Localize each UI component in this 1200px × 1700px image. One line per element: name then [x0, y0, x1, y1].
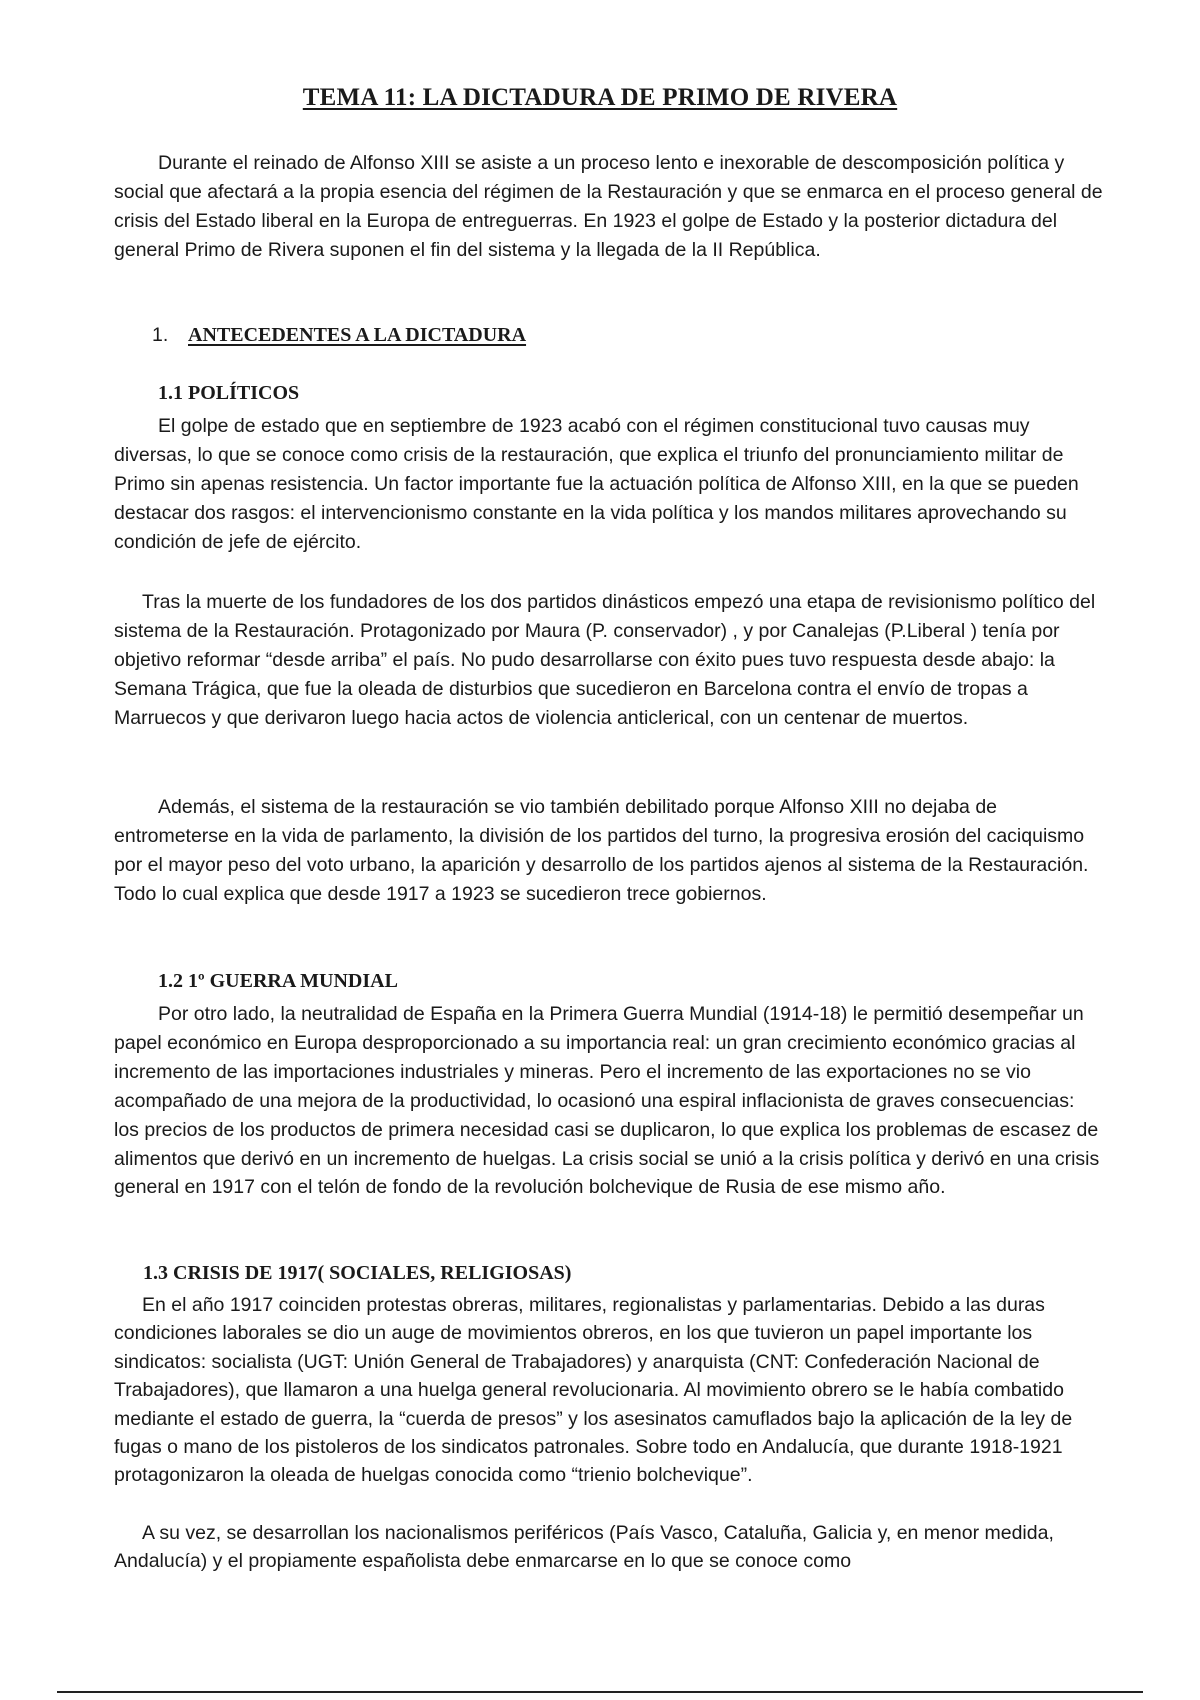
subsection-1-2-paragraph-1: Por otro lado, la neutralidad de España en la Primera Guerra Mundial (1914-18) le permitió desempeñar un papel económico en Europa desproporcionado a su importancia real: un gran crecimiento económico gracias al incremento de las importaciones industriales y mineras. Pero el incremento de las exportaciones no se vio acompañado de una mejora de la productividad, lo ocasionó una espiral inflacionista de graves consecuencias: los precios de los productos de primera necesidad casi se duplicaron, lo que explica los problemas de escasez de alimentos que derivó en un incremento de huelgas. La crisis social se unió a la crisis política y derivó en una crisis general en 1917 con el telón de fondo de la revolución bolchevique de Rusia de ese mismo año.: [114, 1003, 1100, 1199]
subsection-1-3-paragraph-2: A su vez, se desarrollan los nacionalismos periféricos (País Vasco, Cataluña, Galicia y, en menor medida, Andalucía) y el propiamente españolista debe enmarcarse en lo que se conoce como: [114, 1522, 1054, 1573]
subsection-1-1-heading: 1.1 POLÍTICOS: [158, 382, 300, 404]
section-1-number: 1.: [152, 324, 169, 346]
subsection-1-3-paragraph-1: En el año 1917 coinciden protestas obreras, militares, regionalistas y parlamentarias. Debido a las duras condiciones laborales se dio un auge de movimientos obreros, en los que tuvieron un papel importante los sindicatos: socialista (UGT: Unión General de Trabajadores) y anarquista (CNT: Confederación Nacional de Trabajadores), que llamaron a una huelga general revolucionaria. Al movimiento obrero se le había combatido mediante el estado de guerra, la “cuerda de presos” y los asesinatos camuflados bajo la aplicación de la ley de fugas o mano de los pistoleros de los sindicatos patronales. Sobre todo en Andalucía, que durante 1918-1921 protagonizaron la oleada de huelgas conocida como “trienio bolchevique”.: [114, 1294, 1073, 1487]
footer-divider: [57, 1691, 1143, 1693]
subsection-1-1-paragraph-3: Además, el sistema de la restauración se vio también debilitado porque Alfonso XIII no dejaba de entrometerse en la vida de parlamento, la división de los partidos del turno, la progresiva erosión del caciquismo por el mayor peso del voto urbano, la aparición y desarrollo de los partidos ajenos al sistema de la Restauración. Todo lo cual explica que desde 1917 a 1923 se sucedieron trece gobiernos.: [114, 796, 1089, 905]
subsection-1-3-heading: 1.3 CRISIS DE 1917( SOCIALES, RELIGIOSAS): [143, 1262, 572, 1284]
subsection-1-2-heading: 1.2 1º GUERRA MUNDIAL: [158, 970, 398, 992]
section-1-heading: [152, 324, 526, 347]
subsection-1-1-paragraph-2: Tras la muerte de los fundadores de los dos partidos dinásticos empezó una etapa de revisionismo político del sistema de la Restauración. Protagonizado por Maura (P. conservador) , y por Canalejas (P.Liberal ) tenía por objetivo reformar “desde arriba” el país. No pudo desarrollarse con éxito pues tuvo respuesta desde abajo: la Semana Trágica, que fue la oleada de disturbios que sucedieron en Barcelona contra el envío de tropas a Marruecos y que derivaron luego hacia actos de violencia anticlerical, con un centenar de muertos.: [114, 591, 1096, 729]
intro-paragraph: Durante el reinado de Alfonso XIII se asiste a un proceso lento e inexorable de descomposición política y social que afectará a la propia esencia del régimen de la Restauración y que se enmarca en el proceso general de crisis del Estado liberal en la Europa de entreguerras. En 1923 el golpe de Estado y la posterior dictadura del general Primo de Rivera suponen el fin del sistema y la llegada de la II República.: [114, 152, 1103, 261]
section-1-title: ANTECEDENTES A LA DICTADURA: [188, 324, 527, 346]
document-title: TEMA 11: LA DICTADURA DE PRIMO DE RIVERA: [302, 84, 898, 111]
subsection-1-1-paragraph-1: El golpe de estado que en septiembre de 1923 acabó con el régimen constitucional tuvo causas muy diversas, lo que se conoce como crisis de la restauración, que explica el triunfo del pronunciamiento militar de Primo sin apenas resistencia. Un factor importante fue la actuación política de Alfonso XIII, en la que se pueden destacar dos rasgos: el intervencionismo constante en la vida política y los mandos militares aprovechando su condición de jefe de ejército.: [114, 415, 1079, 553]
